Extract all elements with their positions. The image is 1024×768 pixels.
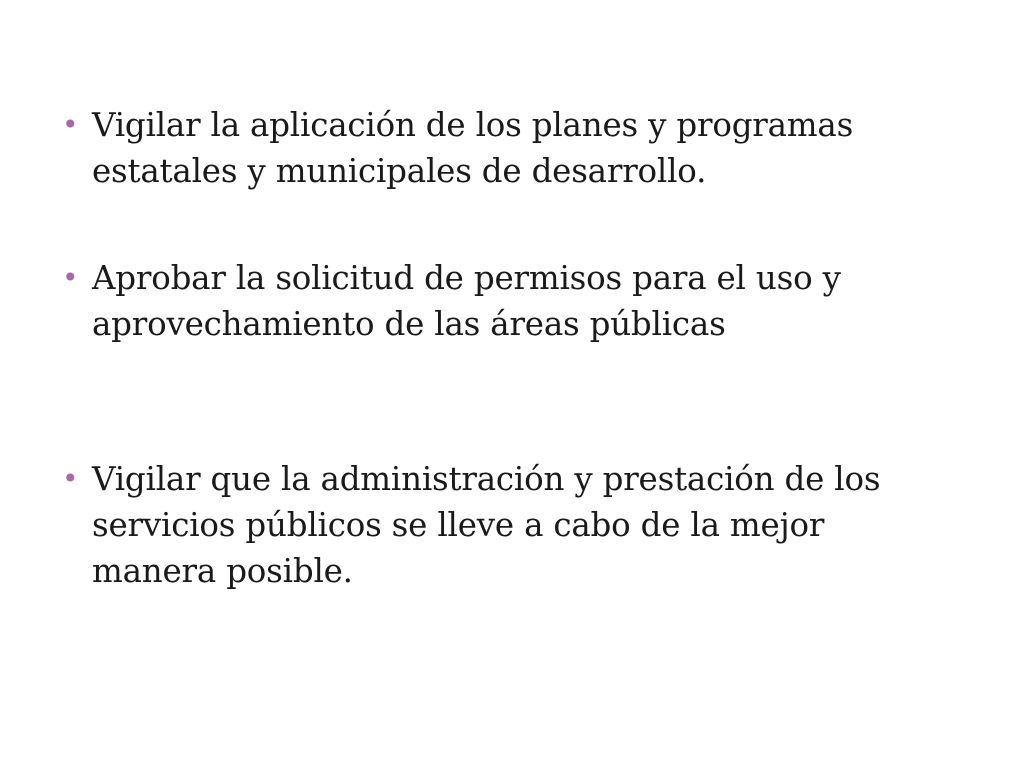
bullet-dot-icon: • (62, 108, 79, 141)
bullet-dot-icon: • (62, 462, 79, 495)
bullet-item-1-line-2: estatales y municipales de desarrollo. (92, 152, 707, 190)
bullet-dot-icon: • (62, 261, 79, 294)
bullet-item-2-line-2: aprovechamiento de las áreas públicas (92, 305, 726, 343)
bullet-item-3-line-3: manera posible. (92, 552, 353, 590)
bullet-item-3-line-1: Vigilar que la administración y prestación de los (92, 460, 881, 498)
bullet-item-2-line-1: Aprobar la solicitud de permisos para el uso y (92, 259, 841, 297)
bullet-item-3 (62, 456, 972, 594)
bullet-item-1-line-1: Vigilar la aplicación de los planes y programas (92, 106, 854, 144)
bullet-item-1 (62, 102, 972, 194)
bullet-item-3-line-2: servicios públicos se lleve a cabo de la mejor (92, 506, 825, 544)
bullet-item-2 (62, 255, 972, 347)
